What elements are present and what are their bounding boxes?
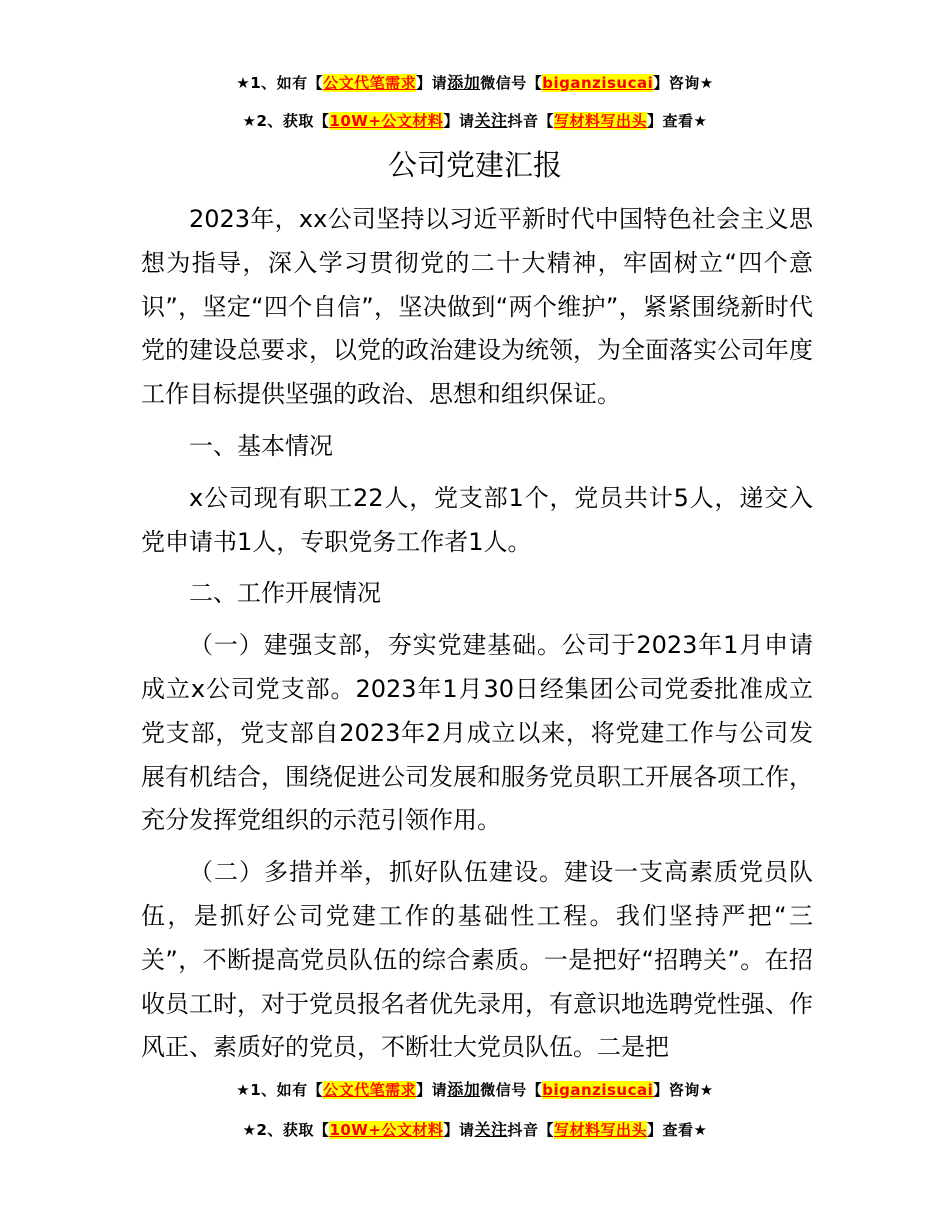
promo-text: 】请 <box>416 74 448 92</box>
document-body <box>141 198 813 1070</box>
promo-highlight: 公文代笔需求 <box>323 1081 417 1099</box>
promo-prefix: ★2、获取【 <box>242 1121 330 1139</box>
footer-promo-line-2 <box>0 1117 950 1140</box>
header-promo-line-1 <box>0 70 950 93</box>
promo-suffix: 】咨询★ <box>653 74 714 92</box>
body-paragraph: 2023年，xx公司坚持以习近平新时代中国特色社会主义思想为指导，深入学习贯彻党的二十大精神，牢固树立“四个意识”，坚定“四个自信”，坚决做到“两个维护”，紧紧围绕新时代党的建设总要求，以党的政治建设为统领，为全面落实公司年度工作目标提供坚强的政治、思想和组织保证。 <box>141 205 813 409</box>
promo-text: 】请 <box>443 1121 475 1139</box>
promo-highlight: 写材料写出头 <box>553 1121 647 1139</box>
document-title: 公司党建汇报 <box>387 148 562 182</box>
promo-text: 微信号【 <box>480 74 543 92</box>
footer-promo-line-1 <box>0 1077 950 1100</box>
promo-text: 】请 <box>443 112 475 130</box>
promo-prefix: ★2、获取【 <box>242 112 330 130</box>
body-paragraph: x公司现有职工22人，党支部1个，党员共计5人，递交入党申请书1人，专职党务工作者1人。 <box>141 483 813 556</box>
promo-emphasis: 关注 <box>474 111 508 130</box>
promo-highlight: 公文代笔需求 <box>323 74 417 92</box>
header-promo-line-2 <box>0 108 950 131</box>
promo-suffix: 】查看★ <box>647 1121 708 1139</box>
promo-prefix: ★1、如有【 <box>236 1081 324 1099</box>
promo-text: 抖音【 <box>507 112 554 130</box>
promo-highlight: biganzisucai <box>542 1081 654 1099</box>
promo-suffix: 】查看★ <box>647 112 708 130</box>
promo-text: 】请 <box>416 1081 448 1099</box>
promo-emphasis: 添加 <box>447 1080 481 1099</box>
promo-emphasis: 添加 <box>447 73 481 92</box>
promo-highlight: 10W+公文材料 <box>329 1121 444 1139</box>
section-heading: 二、工作开展情况 <box>189 579 381 608</box>
body-paragraph: （一）建强支部，夯实党建基础。公司于2023年1月申请成立x公司党支部。2023年1月30日经集团公司党委批准成立党支部，党支部自2023年2月成立以来，将党建工作与公司发展有机结合，围绕促进公司发展和服务党员职工开展各项工作，充分发挥党组织的示范引领作用。 <box>141 631 813 835</box>
promo-emphasis: 关注 <box>474 1120 508 1139</box>
promo-text: 微信号【 <box>480 1081 543 1099</box>
body-paragraph: （二）多措并举，抓好队伍建设。建设一支高素质党员队伍，是抓好公司党建工作的基础性工程。我们坚持严把“三关”，不断提高党员队伍的综合素质。一是把好“招聘关”。在招收员工时，对于党员报名者优先录用，有意识地选聘党性强、作风正、素质好的党员，不断壮大党员队伍。二是把 <box>141 858 813 1062</box>
promo-highlight: 写材料写出头 <box>553 112 647 130</box>
section-heading: 一、基本情况 <box>189 431 333 460</box>
promo-highlight: biganzisucai <box>542 74 654 92</box>
promo-suffix: 】咨询★ <box>653 1081 714 1099</box>
promo-text: 抖音【 <box>507 1121 554 1139</box>
promo-highlight: 10W+公文材料 <box>329 112 444 130</box>
promo-prefix: ★1、如有【 <box>236 74 324 92</box>
